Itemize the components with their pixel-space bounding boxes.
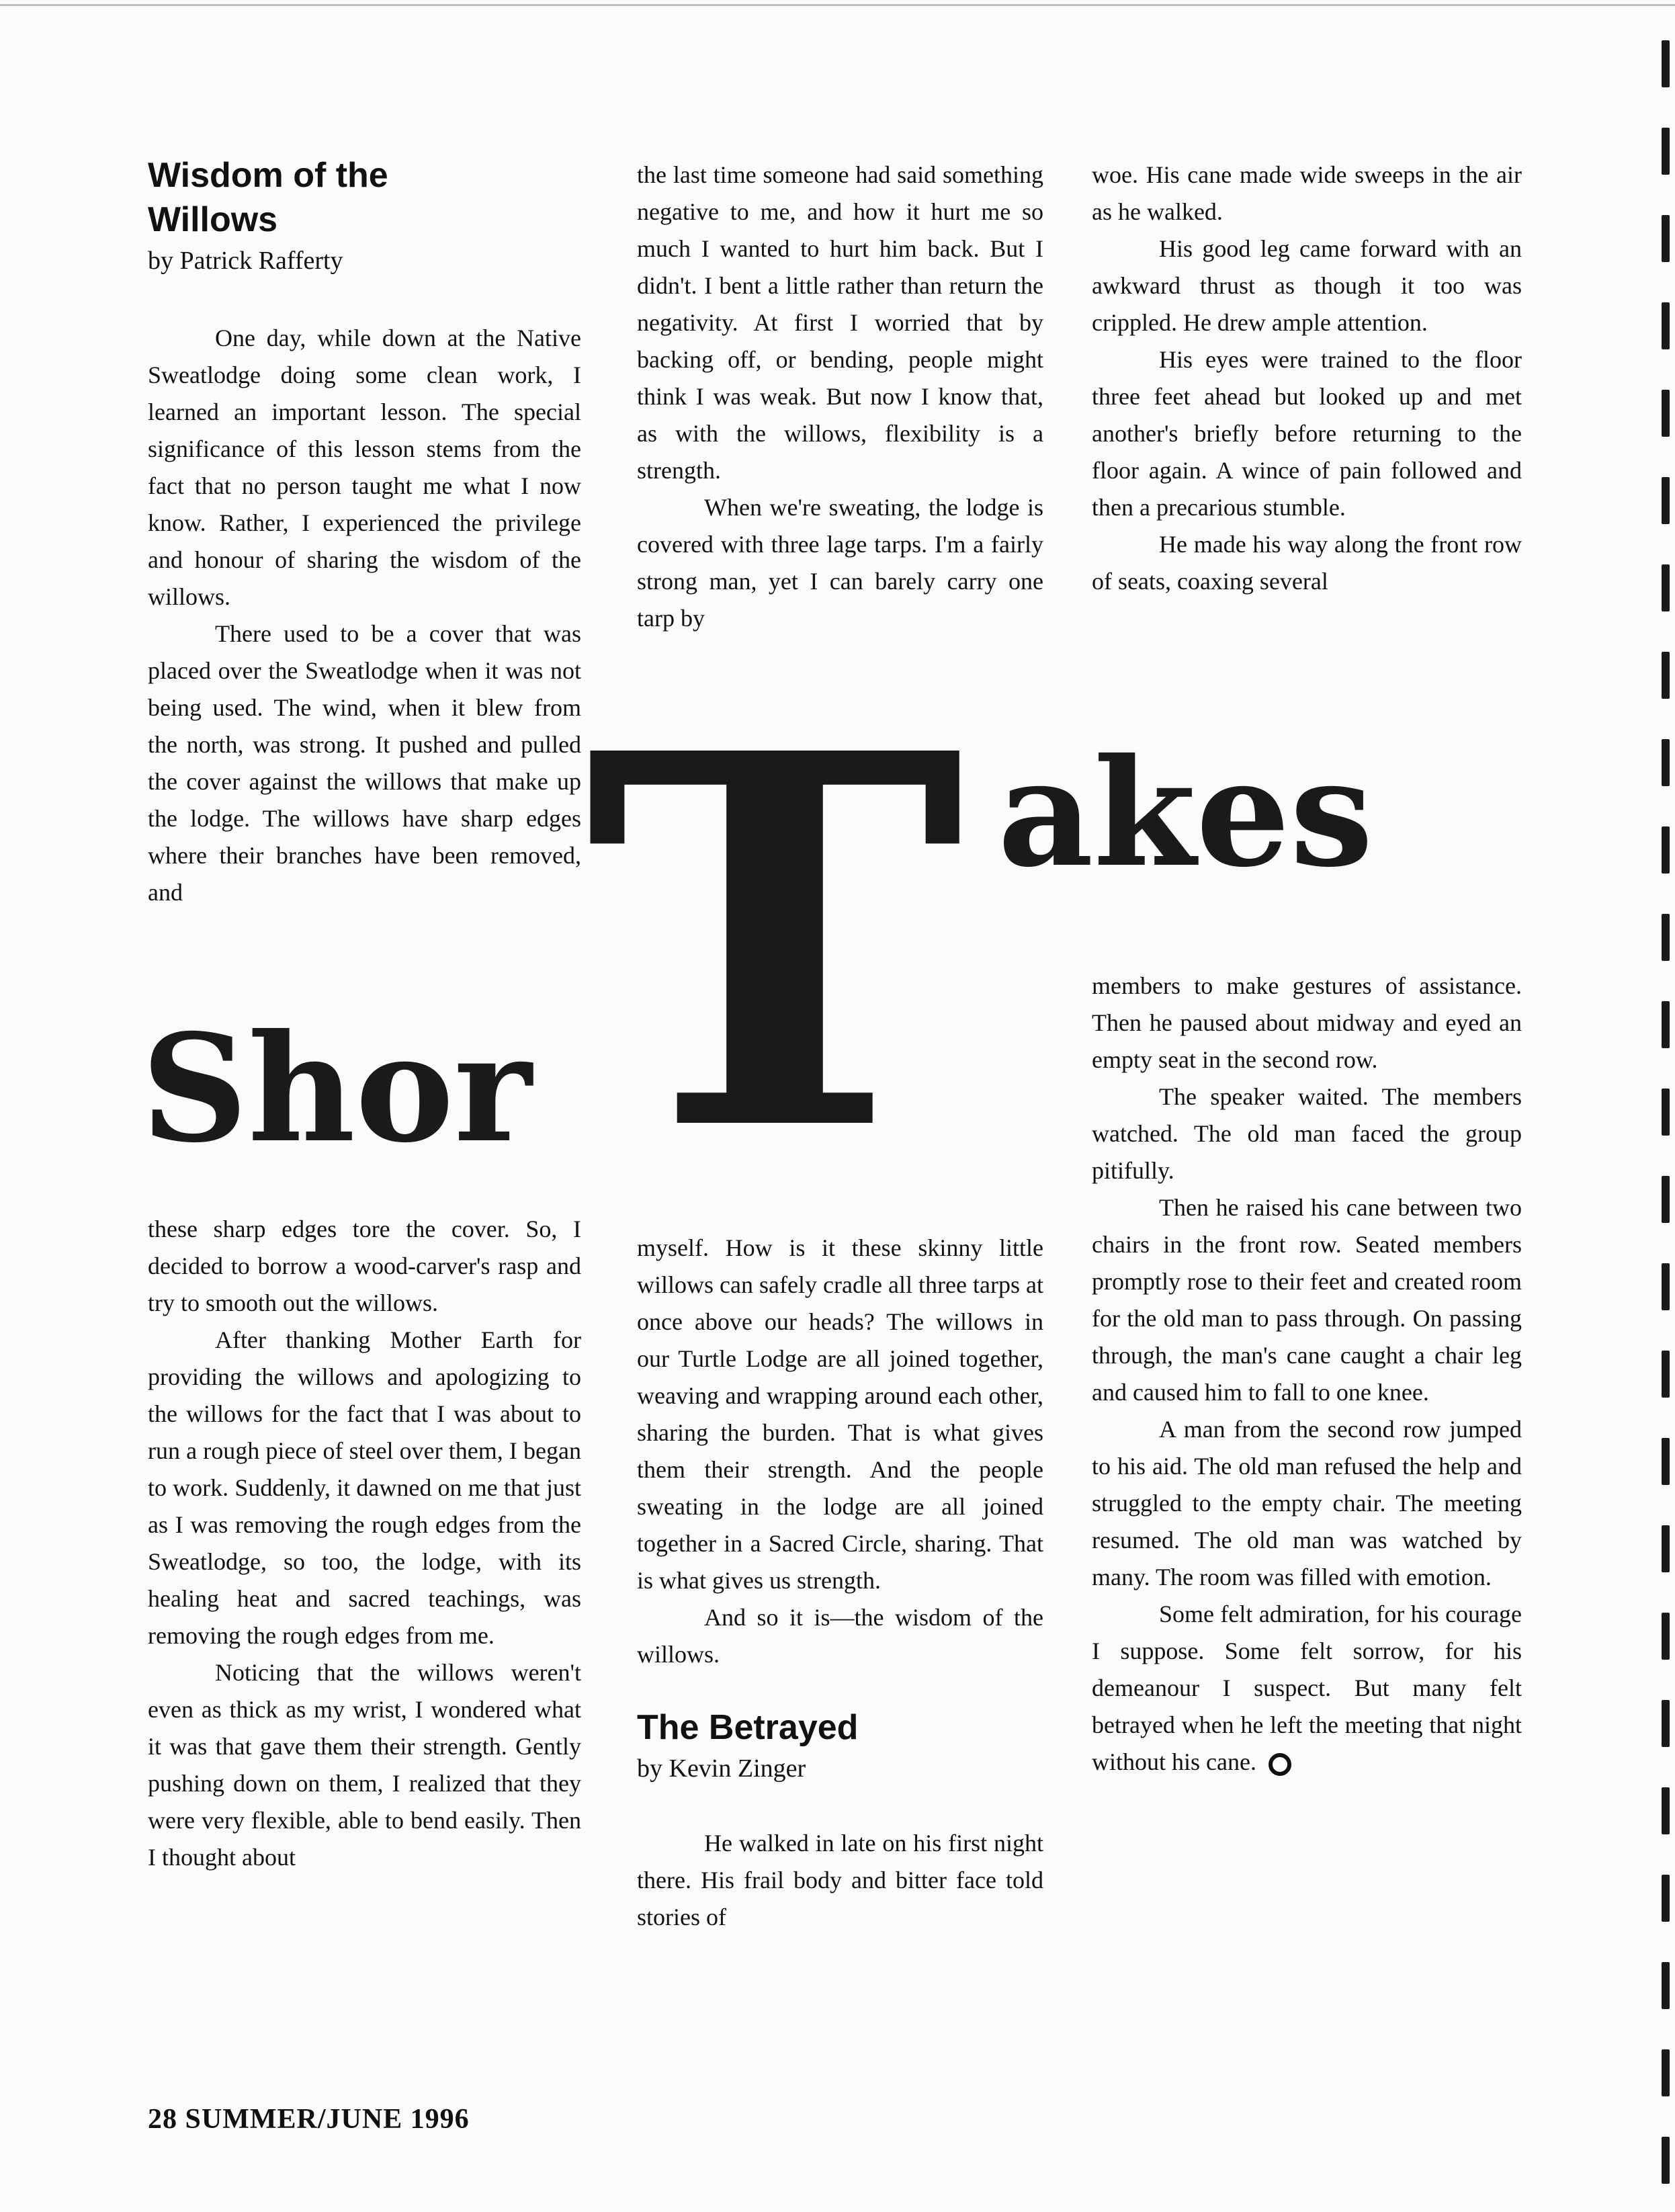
column-3-bottom	[1092, 968, 1522, 1781]
page-footer: 28 SUMMER/JUNE 1996	[148, 2104, 470, 2135]
paragraph: And so it is—the wisdom of the willows.	[637, 1604, 1043, 1668]
paragraph: His good leg came forward with an awkward thrust as though it too was crippled. He drew ample attention.	[1092, 235, 1522, 336]
headline-shor: Shor	[141, 1001, 532, 1175]
paragraph: Some felt admiration, for his courage I suppose. Some felt sorrow, for his demeanour I suspect. But many felt betrayed when he left the meeting that night without his cane.	[1092, 1601, 1522, 1775]
paragraph: He walked in late on his first night there. His frail body and bitter face told stories of	[637, 1830, 1043, 1930]
paragraph: A man from the second row jumped to his aid. The old man refused the help and struggled to the empty chair. The meeting resumed. The old man was watched by many. The room was filled with emotion.	[1092, 1416, 1522, 1590]
paragraph: these sharp edges tore the cover. So, I decided to borrow a wood-carver's rasp and try to smooth out the willows.	[148, 1216, 581, 1316]
column-2-bottom	[637, 1230, 1043, 1936]
article-title-betrayed: The Betrayed	[637, 1708, 859, 1747]
column-3-top	[1092, 157, 1522, 600]
column-1-top	[148, 153, 581, 911]
paragraph: myself. How is it these skinny little willows can safely cradle all three tarps at once above our heads? The willows in our Turtle Lodge are all joined together, weaving and wrapping around each other, sharing the burden. That is what gives them their strength. And the people sweating in the lodge are all joined together in a Sacred Circle, sharing. That is what gives us strength.	[637, 1234, 1043, 1594]
paragraph: the last time someone had said something negative to me, and how it hurt me so much I wanted to hurt him back. But I didn't. I bent a little rather than return the negativity. At first I worried that by backing off, or bending, people might think I was weak. But now I know that, as with the willows, flexibility is a strength.	[637, 161, 1043, 484]
byline-zinger: by Kevin Zinger	[637, 1754, 806, 1783]
top-rule	[0, 4, 1675, 6]
paragraph: members to make gestures of assistance. Then he paused about midway and eyed an empty seat in the second row.	[1092, 972, 1522, 1073]
end-mark-icon	[1269, 1753, 1291, 1776]
paragraph: Noticing that the willows weren't even as thick as my wrist, I wondered what it was that gave them their strength. Gently pushing down on them, I realized that they were very flexible, able to bend easily. Then I thought about	[148, 1659, 581, 1871]
article-title-wisdom: Wisdom of the Willows	[148, 156, 388, 239]
paragraph: When we're sweating, the lodge is covered with three lage tarps. I'm a fairly strong man, yet I can barely carry one tarp by	[637, 494, 1043, 632]
column-2-top	[637, 157, 1043, 637]
headline-akes: akes	[998, 726, 1373, 900]
column-1-bottom	[148, 1211, 581, 1876]
paragraph: There used to be a cover that was placed over the Sweatlodge when it was not being used. The wind, when it blew from the north, was strong. It pushed and pulled the cover against the willows that make up the lodge. The willows have sharp edges where their branches have been removed, and	[148, 620, 581, 906]
paragraph: His eyes were trained to the floor three feet ahead but looked up and met another's briefly before returning to the floor again. A wince of pain followed and then a precarious stumble.	[1092, 346, 1522, 521]
paragraph: Then he raised his cane between two chairs in the front row. Seated members promptly rose to their feet and created room for the old man to pass through. On passing through, the man's cane caught a chair leg and caused him to fall to one knee.	[1092, 1194, 1522, 1406]
paragraph: woe. His cane made wide sweeps in the air as he walked.	[1092, 161, 1522, 225]
byline-rafferty: by Patrick Rafferty	[148, 247, 343, 275]
paragraph: One day, while down at the Native Sweatlodge doing some clean work, I learned an important lesson. The special significance of this lesson stems from the fact that no person taught me what I now know. Rather, I experienced the privilege and honour of sharing the wisdom of the willows.	[148, 325, 581, 610]
spiral-binding	[1648, 0, 1675, 2212]
headline-big-t: T	[585, 644, 958, 1244]
paragraph: After thanking Mother Earth for providing the willows and apologizing to the willows for the fact that I was about to run a rough piece of steel over them, I began to work. Suddenly, it dawned on me that just as I was removing the rough edges from the Sweatlodge, so too, the lodge, with its healing heat and sacred teachings, was removing the rough edges from me.	[148, 1326, 581, 1649]
paragraph: The speaker waited. The members watched. The old man faced the group pitifully.	[1092, 1083, 1522, 1184]
paragraph: He made his way along the front row of seats, coaxing several	[1092, 531, 1522, 595]
